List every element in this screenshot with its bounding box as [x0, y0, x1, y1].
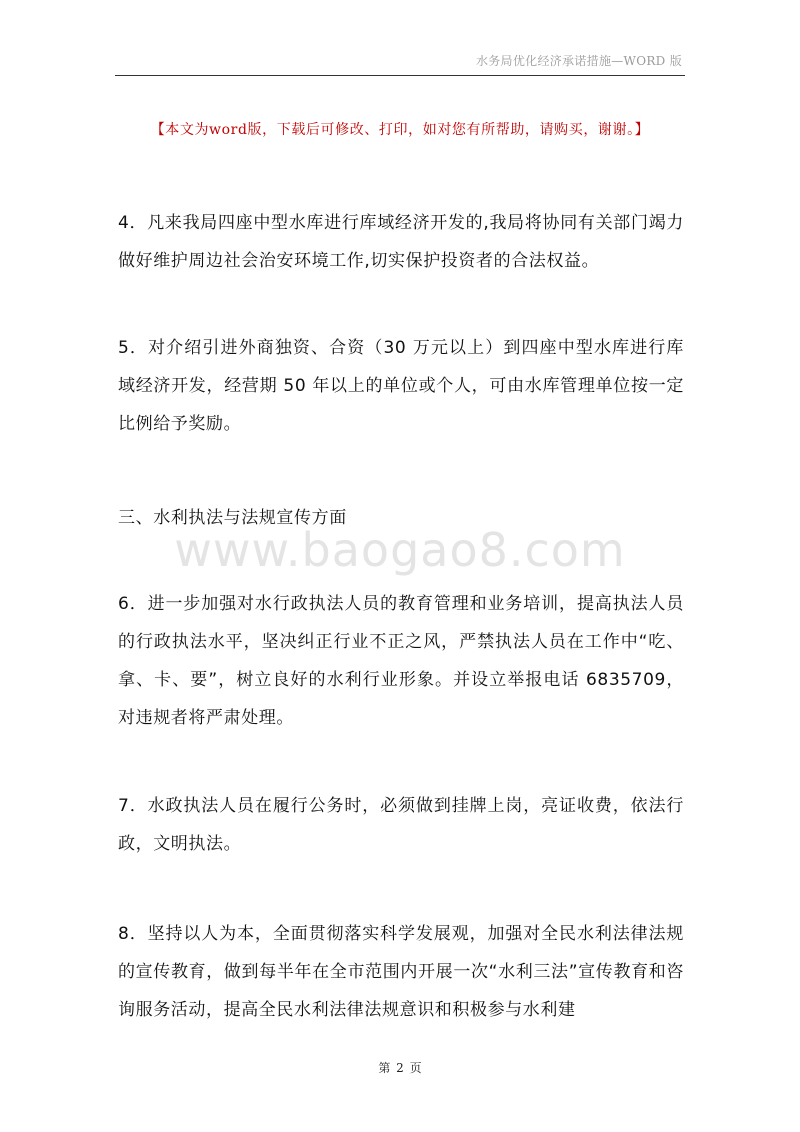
paragraph-item-5: 5．对介绍引进外商独资、合资（30 万元以上）到四座中型水库进行库域经济开发，经营期 50 年以上的单位或个人，可由水库管理单位按一定比例给予奖励。	[118, 338, 684, 434]
page-number: 第 2 页	[378, 1061, 422, 1075]
paragraph-item-4: 4．凡来我局四座中型水库进行库域经济开发的,我局将协同有关部门竭力做好维护周边社会治安环境工作,切实保护投资者的合法权益。	[118, 213, 684, 271]
section-heading-law-enforcement: 三、水利执法与法规宣传方面	[118, 508, 347, 528]
watermark-text: www.baogao8.com	[174, 523, 626, 577]
purchase-notice: 【本文为word版，下载后可修改、打印，如对您有所帮助，请购买，谢谢。】	[150, 122, 650, 138]
document-header-title: 水务局优化经济承诺措施—WORD 版	[475, 54, 682, 68]
header-divider	[115, 75, 685, 76]
paragraph-item-8: 8．坚持以人为本，全面贯彻落实科学发展观，加强对全民水利法律法规的宣传教育，做到每半年在全市范围内开展一次“水利三法”宣传教育和咨询服务活动，提高全民水利法律法规意识和积极参与水利建	[118, 924, 684, 1020]
paragraph-item-7: 7．水政执法人员在履行公务时，必须做到挂牌上岗，亮证收费，依法行政，文明执法。	[118, 796, 684, 854]
paragraph-item-6: 6．进一步加强对水行政执法人员的教育管理和业务培训，提高执法人员的行政执法水平，坚决纠正行业不正之风，严禁执法人员在工作中“吃、拿、卡、要”，树立良好的水利行业形象。并设立举报电话 6835709，对违规者将严肃处理。	[118, 594, 684, 728]
